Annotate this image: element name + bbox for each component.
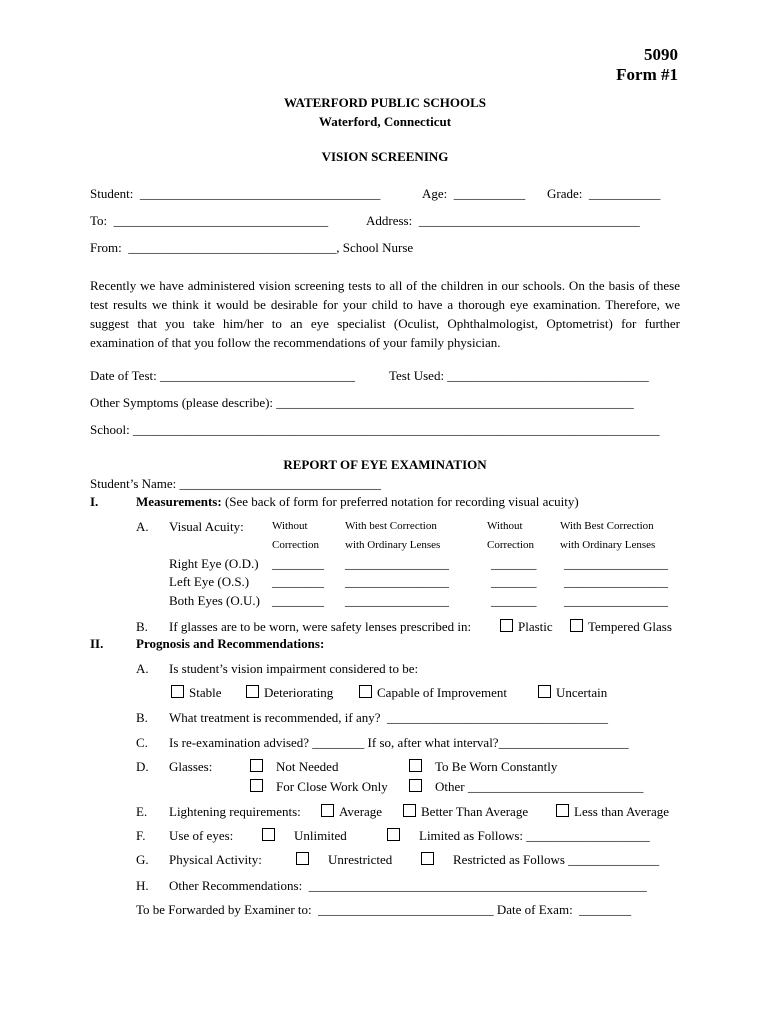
section-1-title: Measurements: bbox=[136, 494, 222, 509]
section-2-title: Prognosis and Recommendations: bbox=[136, 636, 325, 651]
school-field[interactable]: School: _________________________________________________________________________________ bbox=[90, 422, 660, 437]
unlimited-label: Unlimited bbox=[294, 828, 347, 843]
prognosis-h-label: H. bbox=[136, 878, 149, 893]
address-field[interactable]: Address: __________________________________ bbox=[366, 213, 640, 228]
forwarded-field[interactable]: To be Forwarded by Examiner to: ___________________________ Date of Exam: ________ bbox=[136, 902, 632, 917]
test-used-field[interactable]: Test Used: _______________________________ bbox=[389, 368, 649, 383]
both-eyes-without-correction-2[interactable]: _______ bbox=[491, 593, 537, 608]
capable-checkbox[interactable] bbox=[359, 685, 372, 699]
age-field[interactable]: Age: ___________ bbox=[422, 186, 526, 201]
col-header-1-line1: Without bbox=[272, 520, 308, 532]
prognosis-g-label: G. bbox=[136, 852, 149, 867]
students-name-field[interactable]: Student’s Name: _______________________________ bbox=[90, 476, 382, 491]
col-header-3-line2: Correction bbox=[487, 539, 535, 551]
grade-field[interactable]: Grade: ___________ bbox=[547, 186, 661, 201]
better-than-average-label: Better Than Average bbox=[421, 804, 529, 819]
left-eye-with-correction[interactable]: ________________ bbox=[345, 574, 449, 589]
close-work-checkbox[interactable] bbox=[250, 779, 263, 793]
letter-paragraph: Recently we have administered vision screening tests to all of the children in our schools. On the basis of these test results we think it would be desirable for your child to have a thorough eye examination. Therefore, we suggest that you take him/her to an eye specialist (Oculist, Ophthalmologist, Optometrist) for further examination of that you follow the recommendations of your family physician. bbox=[90, 278, 680, 350]
from-field[interactable]: From: ________________________________, School Nurse bbox=[90, 240, 414, 255]
right-eye-with-correction-2[interactable]: ________________ bbox=[564, 556, 668, 571]
form-number: 5090 bbox=[644, 45, 678, 64]
less-than-average-checkbox[interactable] bbox=[556, 804, 569, 818]
stable-checkbox[interactable] bbox=[171, 685, 184, 699]
deteriorating-label: Deteriorating bbox=[264, 685, 334, 700]
plastic-checkbox[interactable] bbox=[500, 619, 513, 633]
other-glasses-field[interactable]: Other ___________________________ bbox=[435, 779, 644, 794]
right-eye-without-correction-2[interactable]: _______ bbox=[491, 556, 537, 571]
limited-field[interactable]: Limited as Follows: ___________________ bbox=[419, 828, 650, 843]
not-needed-label: Not Needed bbox=[276, 759, 339, 774]
col-header-2-line2: with Ordinary Lenses bbox=[345, 539, 441, 551]
average-label: Average bbox=[339, 804, 383, 819]
left-eye-with-correction-2[interactable]: ________________ bbox=[564, 574, 668, 589]
left-eye-without-correction-2[interactable]: _______ bbox=[491, 574, 537, 589]
both-eyes-with-correction[interactable]: ________________ bbox=[345, 593, 449, 608]
treatment-field[interactable]: What treatment is recommended, if any? __________________________________ bbox=[169, 710, 609, 725]
school-location: Waterford, Connecticut bbox=[318, 114, 452, 129]
capable-label: Capable of Improvement bbox=[377, 685, 507, 700]
date-of-test-field[interactable]: Date of Test: ______________________________ bbox=[90, 368, 355, 383]
prognosis-b-label: B. bbox=[136, 710, 148, 725]
close-work-label: For Close Work Only bbox=[276, 779, 388, 794]
prognosis-d-label: D. bbox=[136, 759, 149, 774]
plastic-label: Plastic bbox=[518, 619, 553, 634]
col-header-3-line1: Without bbox=[487, 520, 523, 532]
limited-checkbox[interactable] bbox=[387, 828, 400, 842]
col-header-4-line1: With Best Correction bbox=[560, 520, 654, 532]
visual-acuity-label: Visual Acuity: bbox=[169, 519, 244, 534]
safety-lenses-question: If glasses are to be worn, were safety lenses prescribed in: bbox=[169, 619, 472, 634]
both-eyes-without-correction[interactable]: ________ bbox=[272, 593, 324, 608]
other-recommendations-field[interactable]: Other Recommendations: ____________________________________________________ bbox=[169, 878, 647, 893]
right-eye-with-correction[interactable]: ________________ bbox=[345, 556, 449, 571]
physical-activity-label: Physical Activity: bbox=[169, 852, 262, 867]
worn-constantly-checkbox[interactable] bbox=[409, 759, 422, 773]
better-than-average-checkbox[interactable] bbox=[403, 804, 416, 818]
prognosis-c-label: C. bbox=[136, 735, 148, 750]
section-1-number: I. bbox=[90, 494, 99, 509]
right-eye-without-correction[interactable]: ________ bbox=[272, 556, 324, 571]
stable-label: Stable bbox=[189, 685, 222, 700]
left-eye-without-correction[interactable]: ________ bbox=[272, 574, 324, 589]
uncertain-label: Uncertain bbox=[556, 685, 608, 700]
uncertain-checkbox[interactable] bbox=[538, 685, 551, 699]
restricted-field[interactable]: Restricted as Follows ______________ bbox=[453, 852, 660, 867]
section-2-number: II. bbox=[90, 636, 104, 651]
row-label-both-eyes: Both Eyes (O.U.) bbox=[169, 593, 260, 608]
other-symptoms-field[interactable]: Other Symptoms (please describe): _______________________________________________________ bbox=[90, 395, 634, 410]
prognosis-e-label: E. bbox=[136, 804, 148, 819]
unrestricted-checkbox[interactable] bbox=[296, 852, 309, 866]
lighting-label: Lightening requirements: bbox=[169, 804, 301, 819]
average-checkbox[interactable] bbox=[321, 804, 334, 818]
section-1-note: (See back of form for preferred notation for recording visual acuity) bbox=[221, 494, 579, 509]
student-field[interactable]: Student: _____________________________________ bbox=[90, 186, 381, 201]
tempered-glass-checkbox[interactable] bbox=[570, 619, 583, 633]
to-field[interactable]: To: _________________________________ bbox=[90, 213, 329, 228]
col-header-2-line1: With best Correction bbox=[345, 520, 437, 532]
restricted-checkbox[interactable] bbox=[421, 852, 434, 866]
not-needed-checkbox[interactable] bbox=[250, 759, 263, 773]
deteriorating-checkbox[interactable] bbox=[246, 685, 259, 699]
form-label: Form #1 bbox=[616, 65, 678, 84]
other-glasses-checkbox[interactable] bbox=[409, 779, 422, 793]
both-eyes-with-correction-2[interactable]: ________________ bbox=[564, 593, 668, 608]
item-b-label: B. bbox=[136, 619, 148, 634]
prognosis-a-label: A. bbox=[136, 661, 149, 676]
less-than-average-label: Less than Average bbox=[574, 804, 670, 819]
reexamination-field[interactable]: Is re-examination advised? ________ If so, after what interval?____________________ bbox=[169, 735, 629, 750]
worn-constantly-label: To Be Worn Constantly bbox=[435, 759, 558, 774]
glasses-label: Glasses: bbox=[169, 759, 213, 774]
section-1-heading bbox=[136, 495, 579, 508]
tempered-glass-label: Tempered Glass bbox=[588, 619, 672, 634]
row-label-right-eye: Right Eye (O.D.) bbox=[169, 556, 259, 571]
page-title: VISION SCREENING bbox=[321, 149, 449, 164]
unlimited-checkbox[interactable] bbox=[262, 828, 275, 842]
col-header-1-line2: Correction bbox=[272, 539, 320, 551]
row-label-left-eye: Left Eye (O.S.) bbox=[169, 574, 250, 589]
school-name: WATERFORD PUBLIC SCHOOLS bbox=[283, 95, 486, 110]
item-a-label: A. bbox=[136, 519, 149, 534]
prognosis-f-label: F. bbox=[136, 828, 146, 843]
col-header-4-line2: with Ordinary Lenses bbox=[560, 539, 656, 551]
impairment-question: Is student’s vision impairment considered to be: bbox=[169, 661, 419, 676]
unrestricted-label: Unrestricted bbox=[328, 852, 393, 867]
use-of-eyes-label: Use of eyes: bbox=[169, 828, 234, 843]
report-title: REPORT OF EYE EXAMINATION bbox=[283, 457, 487, 472]
